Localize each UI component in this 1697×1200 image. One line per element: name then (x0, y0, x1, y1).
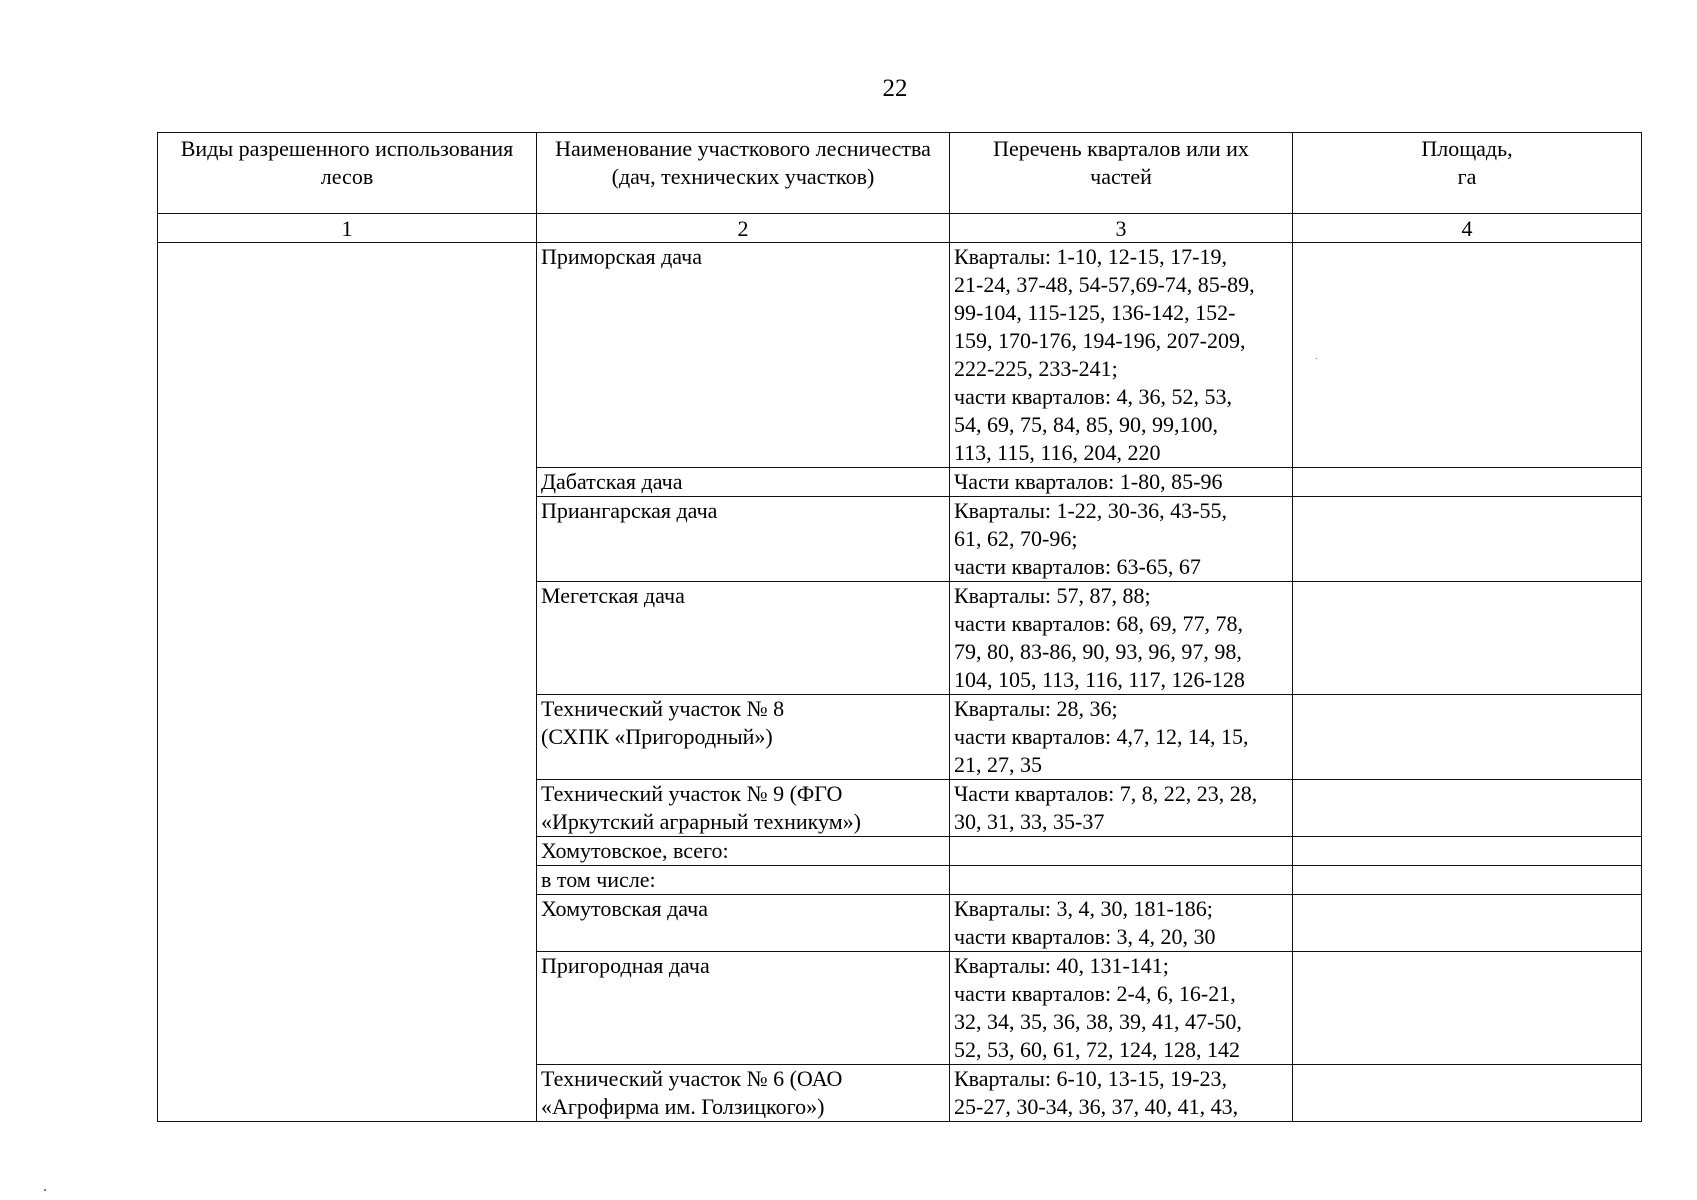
forestry-name-cell: Технический участок № 8 (СХПК «Пригородный») (537, 695, 950, 780)
page-number: 22 (882, 75, 908, 102)
scan-speck (44, 1189, 46, 1191)
table-row (158, 243, 1642, 468)
quarters-cell: Кварталы: 1-22, 30-36, 43-55, 61, 62, 70-96; части кварталов: 63-65, 67 (950, 497, 1293, 582)
column-number: 1 (158, 214, 537, 243)
column-number: 2 (537, 214, 950, 243)
forestry-name-cell: в том числе: (537, 866, 950, 895)
quarters-cell: Кварталы: 28, 36; части кварталов: 4,7, 12, 14, 15, 21, 27, 35 (950, 695, 1293, 780)
forest-use-table (157, 132, 1642, 1122)
forestry-name-cell: Технический участок № 9 (ФГО «Иркутский аграрный техникум») (537, 780, 950, 837)
forestry-name-cell: Технический участок № 6 (ОАО «Агрофирма им. Голзицкого») (537, 1065, 950, 1122)
area-cell (1293, 1065, 1642, 1122)
header-forestry-name: Наименование участкового лесничества (дач, технических участков) (537, 133, 950, 214)
area-cell (1293, 952, 1642, 1065)
quarters-cell (950, 837, 1293, 866)
quarters-cell: Кварталы: 40, 131-141; части кварталов: 2-4, 6, 16-21, 32, 34, 35, 36, 38, 39, 41, 47-50, 52, 53, 60, 61, 72, 124, 128, 142 (950, 952, 1293, 1065)
forestry-name-cell: Хомутовская дача (537, 895, 950, 952)
usage-type-cell (158, 243, 537, 1122)
header-usage-types: Виды разрешенного использования лесов (158, 133, 537, 214)
area-cell (1293, 243, 1642, 468)
quarters-cell: Кварталы: 3, 4, 30, 181-186; части кварталов: 3, 4, 20, 30 (950, 895, 1293, 952)
area-cell (1293, 895, 1642, 952)
column-number: 4 (1293, 214, 1642, 243)
scan-speck (1316, 358, 1317, 359)
quarters-cell: Кварталы: 1-10, 12-15, 17-19, 21-24, 37-48, 54-57,69-74, 85-89, 99-104, 115-125, 136-142, 152- 159, 170-176, 194-196, 207-209, 222-225, 233-241; части кварталов: 4, 36, 52, 53, 54, 69, 75, 84, 85, 90, 99,100, 113, 115, 116, 204, 220 (950, 243, 1293, 468)
quarters-cell: Части кварталов: 1-80, 85-96 (950, 468, 1293, 497)
forestry-name-cell: Хомутовское, всего: (537, 837, 950, 866)
column-number: 3 (950, 214, 1293, 243)
area-cell (1293, 837, 1642, 866)
forestry-name-cell: Приангарская дача (537, 497, 950, 582)
quarters-cell (950, 866, 1293, 895)
forestry-name-cell: Дабатская дача (537, 468, 950, 497)
forestry-name-cell: Приморская дача (537, 243, 950, 468)
header-quarters-list: Перечень кварталов или их частей (950, 133, 1293, 214)
forestry-name-cell: Мегетская дача (537, 582, 950, 695)
area-cell (1293, 582, 1642, 695)
area-cell (1293, 780, 1642, 837)
quarters-cell: Кварталы: 6-10, 13-15, 19-23, 25-27, 30-34, 36, 37, 40, 41, 43, (950, 1065, 1293, 1122)
quarters-cell: Части кварталов: 7, 8, 22, 23, 28, 30, 31, 33, 35-37 (950, 780, 1293, 837)
area-cell (1293, 695, 1642, 780)
forestry-name-cell: Пригородная дача (537, 952, 950, 1065)
area-cell (1293, 497, 1642, 582)
column-number-row (158, 214, 1642, 243)
area-cell (1293, 468, 1642, 497)
table-header-row (158, 133, 1642, 214)
quarters-cell: Кварталы: 57, 87, 88; части кварталов: 68, 69, 77, 78, 79, 80, 83-86, 90, 93, 96, 97, 98, 104, 105, 113, 116, 117, 126-128 (950, 582, 1293, 695)
header-area: Площадь, га (1293, 133, 1642, 214)
area-cell (1293, 866, 1642, 895)
